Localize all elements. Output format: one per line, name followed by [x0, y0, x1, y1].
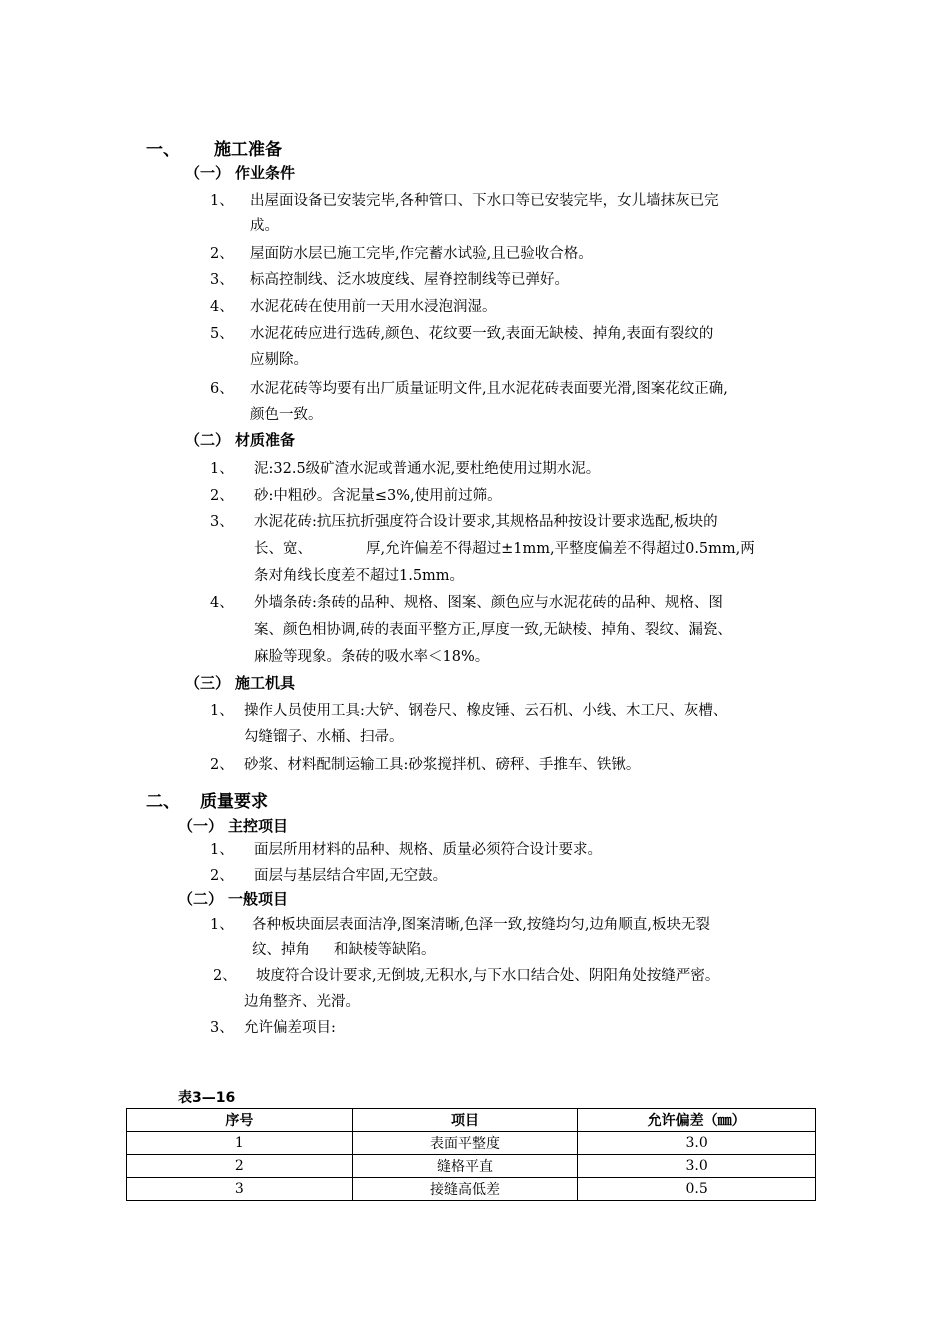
list-item-text-continued: 和缺棱等缺陷。: [334, 942, 436, 958]
list-item-number: 6、: [210, 381, 234, 397]
list-item-text: 砂浆、材料配制运输工具:砂浆搅拌机、磅秤、手推车、铁锹。: [244, 757, 641, 773]
column-header-index: 序号: [127, 1109, 353, 1132]
list-item-text-continued: 应剔除。: [250, 352, 308, 368]
subsection-1-2-number: （二）: [185, 431, 231, 449]
table-cell: 0.5: [578, 1178, 816, 1201]
subsection-2-1-title: 主控项目: [228, 817, 289, 835]
section-1-title: 施工准备: [214, 140, 282, 160]
list-item-text: 面层所用材料的品种、规格、质量必须符合设计要求。: [254, 842, 602, 858]
list-item-text: 操作人员使用工具:大铲、钢卷尺、橡皮锤、云石机、小线、木工尺、灰槽、: [244, 703, 728, 719]
list-item-text: 水泥花砖:抗压抗折强度符合设计要求,其规格品种按设计要求选配,板块的: [254, 514, 718, 530]
table-cell: 接缝高低差: [352, 1178, 578, 1201]
list-item-text-continued: 案、颜色相协调,砖的表面平整方正,厚度一致,无缺棱、掉角、裂纹、漏瓷、: [254, 622, 732, 638]
list-item-number: 3、: [210, 272, 234, 288]
list-item-text: 标高控制线、泛水坡度线、屋脊控制线等已弹好。: [250, 272, 569, 288]
table-cell: 3: [127, 1178, 353, 1201]
subsection-1-1-title: 作业条件: [235, 164, 296, 182]
table-cell: 缝格平直: [352, 1155, 578, 1178]
column-header-tolerance: 允许偏差（㎜）: [578, 1109, 816, 1132]
list-item-text: 各种板块面层表面洁净,图案清晰,色泽一致,按缝均匀,边角顺直,板块无裂: [252, 917, 711, 933]
table-cell: 1: [127, 1132, 353, 1155]
list-item-text-continued: 成。: [250, 218, 279, 234]
list-item-text: 外墙条砖:条砖的品种、规格、图案、颜色应与水泥花砖的品种、规格、图: [254, 595, 723, 611]
table-header-row: [127, 1109, 816, 1132]
subsection-2-2-title: 一般项目: [228, 890, 289, 908]
list-item-text-continued: 条对角线长度差不超过1.5mm。: [254, 568, 465, 584]
list-item-number: 2、: [210, 246, 234, 262]
list-item-text-continued: 厚,允许偏差不得超过±1mm,平整度偏差不得超过0.5mm,两: [366, 541, 755, 557]
list-item-number: 5、: [210, 326, 234, 342]
subsection-2-2-number: （二）: [178, 890, 224, 908]
section-2-title: 质量要求: [200, 792, 268, 812]
list-item-text-continued: 颜色一致。: [250, 407, 323, 423]
list-item-number: 2、: [210, 488, 234, 504]
list-item-number: 3、: [210, 1020, 234, 1036]
list-item-text: 屋面防水层已施工完毕,作完蓄水试验,且已验收合格。: [250, 246, 593, 262]
list-item-number: 2、: [210, 868, 234, 884]
subsection-1-1-number: （一）: [185, 164, 231, 182]
table-cell: 3.0: [578, 1155, 816, 1178]
list-item-text-continued: 边角整齐、光滑。: [244, 994, 360, 1010]
table-cell: 3.0: [578, 1132, 816, 1155]
list-item-number: 1、: [210, 703, 234, 719]
list-item-text: 砂:中粗砂。含泥量≤3%,使用前过筛。: [254, 488, 502, 504]
list-item-number: 1、: [210, 461, 234, 477]
section-1-number: 一、: [146, 140, 180, 160]
list-item-number: 2、: [210, 757, 234, 773]
subsection-1-2-title: 材质准备: [235, 431, 296, 449]
list-item-text: 水泥花砖等均要有出厂质量证明文件,且水泥花砖表面要光滑,图案花纹正确,: [250, 381, 728, 397]
list-item-number: 1、: [210, 193, 234, 209]
list-item-number: 1、: [210, 917, 234, 933]
tolerance-table: [126, 1108, 816, 1201]
table-cell: 2: [127, 1155, 353, 1178]
subsection-1-3-title: 施工机具: [235, 674, 296, 692]
list-item-number: 4、: [210, 595, 234, 611]
list-item-number: 2、: [213, 968, 237, 984]
list-item-text: 允许偏差项目:: [244, 1020, 336, 1036]
list-item-number: 3、: [210, 514, 234, 530]
list-item-number: 4、: [210, 299, 234, 315]
table-row: [127, 1178, 816, 1201]
list-item-text: 面层与基层结合牢固,无空鼓。: [254, 868, 448, 884]
table-row: [127, 1155, 816, 1178]
subsection-1-3-number: （三）: [185, 674, 231, 692]
table-row: [127, 1132, 816, 1155]
list-item-text: 水泥花砖应进行选砖,颜色、花纹要一致,表面无缺棱、掉角,表面有裂纹的: [250, 326, 714, 342]
list-item-text-continued: 长、宽、: [254, 541, 312, 557]
list-item-text: 坡度符合设计要求,无倒坡,无积水,与下水口结合处、阴阳角处按缝严密。: [256, 968, 720, 984]
list-item-text-continued: 勾缝镏子、水桶、扫帚。: [244, 729, 404, 745]
list-item-text-continued: 麻脸等现象。条砖的吸水率＜18%。: [254, 649, 490, 665]
table-caption: 表3—16: [178, 1090, 236, 1106]
list-item-text: 水泥花砖在使用前一天用水浸泡润湿。: [250, 299, 497, 315]
subsection-2-1-number: （一）: [178, 817, 224, 835]
list-item-text: 泥:32.5级矿渣水泥或普通水泥,要杜绝使用过期水泥。: [254, 461, 601, 477]
list-item-text: 出屋面设备已安装完毕,各种管口、下水口等已安装完毕，女儿墙抹灰已完: [250, 193, 719, 209]
list-item-number: 1、: [210, 842, 234, 858]
column-header-item: 项目: [352, 1109, 578, 1132]
table-cell: 表面平整度: [352, 1132, 578, 1155]
list-item-text-continued: 纹、掉角: [252, 942, 310, 958]
section-2-number: 二、: [146, 792, 180, 812]
